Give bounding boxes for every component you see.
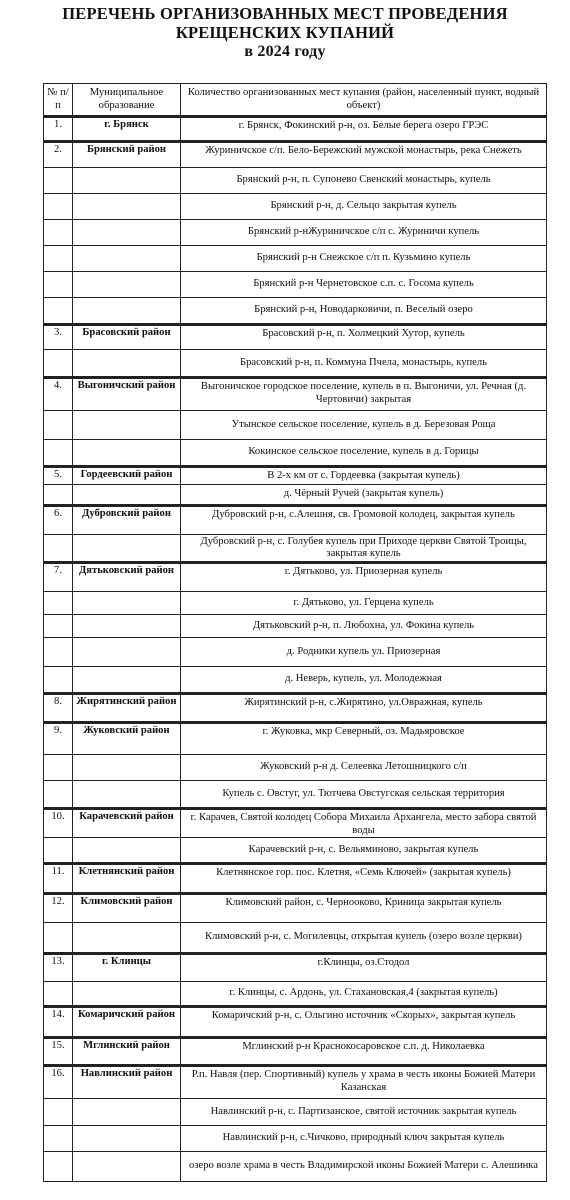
bathing-place: г. Жуковка, мкр Северный, оз. Мадьяровское bbox=[181, 723, 547, 755]
row-number: 16. bbox=[44, 1066, 73, 1099]
municipality-name bbox=[73, 755, 181, 781]
municipality-name bbox=[73, 615, 181, 638]
row-number bbox=[44, 246, 73, 272]
table-row bbox=[44, 1126, 547, 1152]
bathing-place: Брасовский р-н, п. Холмецкий Хутор, купель bbox=[181, 325, 547, 350]
table-row bbox=[44, 272, 547, 298]
title-line-2: КРЕЩЕНСКИХ КУПАНИЙ bbox=[175, 23, 395, 42]
table-header-row bbox=[44, 84, 547, 117]
row-number bbox=[44, 440, 73, 467]
row-number bbox=[44, 592, 73, 615]
municipality-name bbox=[73, 638, 181, 667]
bathing-place: Брянский р-нЖуриничское с/п с. Журиничи купель bbox=[181, 220, 547, 246]
bathing-place: Брянский р-н Чернетовское с.п. с. Госома купель bbox=[181, 272, 547, 298]
bathing-place: Кокинское сельское поселение, купель в д. Горицы bbox=[181, 440, 547, 467]
row-number: 11. bbox=[44, 864, 73, 894]
municipality-name: Комаричский район bbox=[73, 1007, 181, 1038]
table-row bbox=[44, 325, 547, 350]
table-row bbox=[44, 864, 547, 894]
municipality-name bbox=[73, 982, 181, 1007]
table-row bbox=[44, 809, 547, 838]
row-number: 1. bbox=[44, 117, 73, 142]
municipality-name bbox=[73, 350, 181, 378]
row-number bbox=[44, 923, 73, 954]
bathing-place: Навлинский р-н, с. Партизанское, святой источник закрытая купель bbox=[181, 1099, 547, 1126]
municipality-name: Брянский район bbox=[73, 142, 181, 168]
bathing-place: Журиничское с/п. Бело-Бережский мужской монастырь, река Снежеть bbox=[181, 142, 547, 168]
row-number bbox=[44, 298, 73, 325]
bathing-place: д. Чёрный Ручей (закрытая купель) bbox=[181, 485, 547, 506]
bathing-place: Карачевский р-н, с. Вельяминово, закрытая купель bbox=[181, 838, 547, 864]
municipality-name bbox=[73, 168, 181, 194]
municipality-name bbox=[73, 592, 181, 615]
municipality-name bbox=[73, 272, 181, 298]
table-row bbox=[44, 954, 547, 982]
table-row bbox=[44, 923, 547, 954]
municipality-name: г. Клинцы bbox=[73, 954, 181, 982]
row-number bbox=[44, 638, 73, 667]
row-number: 13. bbox=[44, 954, 73, 982]
municipality-name bbox=[73, 923, 181, 954]
municipality-name: Жуковский район bbox=[73, 723, 181, 755]
table-row bbox=[44, 781, 547, 809]
table-row bbox=[44, 838, 547, 864]
table-row bbox=[44, 563, 547, 592]
column-header-number: № п/п bbox=[44, 84, 73, 117]
bathing-place: Брянский р-н, п. Супонево Свенский монастырь, купель bbox=[181, 168, 547, 194]
table-row bbox=[44, 694, 547, 723]
municipality-name: Дятьковский район bbox=[73, 563, 181, 592]
bathing-place: Навлинский р-н, с.Чичково, природный ключ закрытая купель bbox=[181, 1126, 547, 1152]
table-row bbox=[44, 1099, 547, 1126]
row-number bbox=[44, 838, 73, 864]
municipality-name bbox=[73, 667, 181, 694]
bathing-place: В 2-х км от с. Гордеевка (закрытая купель) bbox=[181, 467, 547, 485]
bathing-place: г. Дятьково, ул. Герцена купель bbox=[181, 592, 547, 615]
table-row bbox=[44, 440, 547, 467]
municipality-name: Гордеевский район bbox=[73, 467, 181, 485]
municipality-name bbox=[73, 298, 181, 325]
title-year: в 2024 году bbox=[244, 43, 326, 60]
row-number bbox=[44, 615, 73, 638]
bathing-place: Климовский р-н, с. Могилевцы, открытая купель (озеро возле церкви) bbox=[181, 923, 547, 954]
row-number bbox=[44, 485, 73, 506]
municipality-name bbox=[73, 1099, 181, 1126]
bathing-place: Дубровский р-н, с.Алешня, св. Громовой колодец, закрытая купель bbox=[181, 506, 547, 535]
municipality-name: Навлинский район bbox=[73, 1066, 181, 1099]
bathing-place: Купель с. Овстуг, ул. Тютчева Овстугская сельская территория bbox=[181, 781, 547, 809]
table-row bbox=[44, 220, 547, 246]
table-row bbox=[44, 1066, 547, 1099]
table-body bbox=[44, 117, 547, 1182]
municipality-name bbox=[73, 781, 181, 809]
municipality-name bbox=[73, 838, 181, 864]
row-number bbox=[44, 1152, 73, 1182]
table-row bbox=[44, 350, 547, 378]
bathing-place: Выгоничское городское поселение, купель в п. Выгоничи, ул. Речная (д. Чертовичи) закрытая bbox=[181, 378, 547, 411]
table-row bbox=[44, 894, 547, 923]
bathing-place: г. Карачев, Святой колодец Собора Михаила Архангела, место забора святой воды bbox=[181, 809, 547, 838]
row-number bbox=[44, 667, 73, 694]
row-number: 15. bbox=[44, 1038, 73, 1066]
row-number: 5. bbox=[44, 467, 73, 485]
column-header-places: Количество организованных мест купания (район, населенный пункт, водный объект) bbox=[181, 84, 547, 117]
row-number bbox=[44, 411, 73, 440]
municipality-name bbox=[73, 440, 181, 467]
title-line-1: ПЕРЕЧЕНЬ ОРГАНИЗОВАННЫХ МЕСТ ПРОВЕДЕНИЯ bbox=[62, 4, 508, 23]
bathing-place: Дятьковский р-н, п. Любохна, ул. Фокина купель bbox=[181, 615, 547, 638]
row-number bbox=[44, 1126, 73, 1152]
table-row bbox=[44, 755, 547, 781]
table-row bbox=[44, 168, 547, 194]
municipality-name bbox=[73, 1152, 181, 1182]
row-number: 6. bbox=[44, 506, 73, 535]
municipality-name bbox=[73, 1126, 181, 1152]
municipality-name: Карачевский район bbox=[73, 809, 181, 838]
bathing-place: Утынское сельское поселение, купель в д. Березовая Роща bbox=[181, 411, 547, 440]
table-row bbox=[44, 506, 547, 535]
bathing-places-table bbox=[43, 83, 547, 1182]
table-row bbox=[44, 592, 547, 615]
row-number: 14. bbox=[44, 1007, 73, 1038]
row-number: 12. bbox=[44, 894, 73, 923]
table-row bbox=[44, 246, 547, 272]
table-row bbox=[44, 485, 547, 506]
municipality-name: Мглинский район bbox=[73, 1038, 181, 1066]
table-row bbox=[44, 1038, 547, 1066]
bathing-place: Клетнянское гор. пос. Клетня, «Семь Ключей» (закрытая купель) bbox=[181, 864, 547, 894]
bathing-place: г.Клинцы, оз.Стодол bbox=[181, 954, 547, 982]
bathing-place: Дубровский р-н, с. Голубея купель при Приходе церкви Святой Троицы, закрытая купель bbox=[181, 535, 547, 563]
bathing-place: д. Родники купель ул. Приозерная bbox=[181, 638, 547, 667]
municipality-name: Брасовский район bbox=[73, 325, 181, 350]
municipality-name bbox=[73, 194, 181, 220]
bathing-place: Брянский р-н, д. Сельцо закрытая купель bbox=[181, 194, 547, 220]
table-row bbox=[44, 298, 547, 325]
bathing-place: г. Дятьково, ул. Приозерная купель bbox=[181, 563, 547, 592]
row-number: 10. bbox=[44, 809, 73, 838]
bathing-place: Брянский р-н Снежское с/п п. Кузьмино купель bbox=[181, 246, 547, 272]
table-row bbox=[44, 535, 547, 563]
bathing-place: озеро возле храма в честь Владимирской иконы Божией Матери с. Алешинка bbox=[181, 1152, 547, 1182]
table-row bbox=[44, 142, 547, 168]
document-header bbox=[0, 0, 570, 61]
bathing-place: Жирятинский р-н, с.Жирятино, ул.Овражная, купель bbox=[181, 694, 547, 723]
bathing-place: Комаричский р-н, с. Ольгино источник «Скорых», закрытая купель bbox=[181, 1007, 547, 1038]
municipality-name bbox=[73, 220, 181, 246]
row-number bbox=[44, 220, 73, 246]
table-row bbox=[44, 982, 547, 1007]
bathing-place: Климовский район, с. Чернооково, Криница закрытая купель bbox=[181, 894, 547, 923]
municipality-name bbox=[73, 411, 181, 440]
table-row bbox=[44, 117, 547, 142]
row-number bbox=[44, 350, 73, 378]
municipality-name bbox=[73, 246, 181, 272]
bathing-place: г. Клинцы, с. Ардонь, ул. Стахановская,4 (закрытая купель) bbox=[181, 982, 547, 1007]
row-number: 9. bbox=[44, 723, 73, 755]
table-row bbox=[44, 378, 547, 411]
column-header-municipality: Муниципальное образование bbox=[73, 84, 181, 117]
row-number bbox=[44, 1099, 73, 1126]
table-row bbox=[44, 615, 547, 638]
row-number bbox=[44, 755, 73, 781]
table-row bbox=[44, 194, 547, 220]
bathing-place: д. Неверь, купель, ул. Молодежная bbox=[181, 667, 547, 694]
bathing-place: г. Брянск, Фокинский р-н, оз. Белые берега озеро ГРЭС bbox=[181, 117, 547, 142]
municipality-name: Клетнянский район bbox=[73, 864, 181, 894]
row-number: 4. bbox=[44, 378, 73, 411]
table-row bbox=[44, 1007, 547, 1038]
bathing-place: Р.п. Навля (пер. Спортивный) купель у храма в честь иконы Божией Матери Казанская bbox=[181, 1066, 547, 1099]
table-row bbox=[44, 723, 547, 755]
municipality-name: Дубровский район bbox=[73, 506, 181, 535]
row-number bbox=[44, 982, 73, 1007]
municipality-name: Выгоничский район bbox=[73, 378, 181, 411]
municipality-name bbox=[73, 535, 181, 563]
municipality-name bbox=[73, 485, 181, 506]
row-number bbox=[44, 168, 73, 194]
bathing-place: Жуковский р-н д. Селеевка Летошницкого с/п bbox=[181, 755, 547, 781]
bathing-place: Брасовский р-н, п. Коммуна Пчела, монастырь, купель bbox=[181, 350, 547, 378]
row-number bbox=[44, 194, 73, 220]
row-number bbox=[44, 781, 73, 809]
bathing-place: Мглинский р-н Краснокосаровское с.п. д. Николаевка bbox=[181, 1038, 547, 1066]
row-number bbox=[44, 272, 73, 298]
bathing-place: Брянский р-н, Новодарковичи, п. Веселый озеро bbox=[181, 298, 547, 325]
municipality-name: Климовский район bbox=[73, 894, 181, 923]
municipality-name: Жирятинский район bbox=[73, 694, 181, 723]
table-row bbox=[44, 667, 547, 694]
table-row bbox=[44, 411, 547, 440]
municipality-name: г. Брянск bbox=[73, 117, 181, 142]
row-number bbox=[44, 535, 73, 563]
table-row bbox=[44, 467, 547, 485]
table-row bbox=[44, 1152, 547, 1182]
row-number: 8. bbox=[44, 694, 73, 723]
row-number: 7. bbox=[44, 563, 73, 592]
table-row bbox=[44, 638, 547, 667]
row-number: 3. bbox=[44, 325, 73, 350]
row-number: 2. bbox=[44, 142, 73, 168]
